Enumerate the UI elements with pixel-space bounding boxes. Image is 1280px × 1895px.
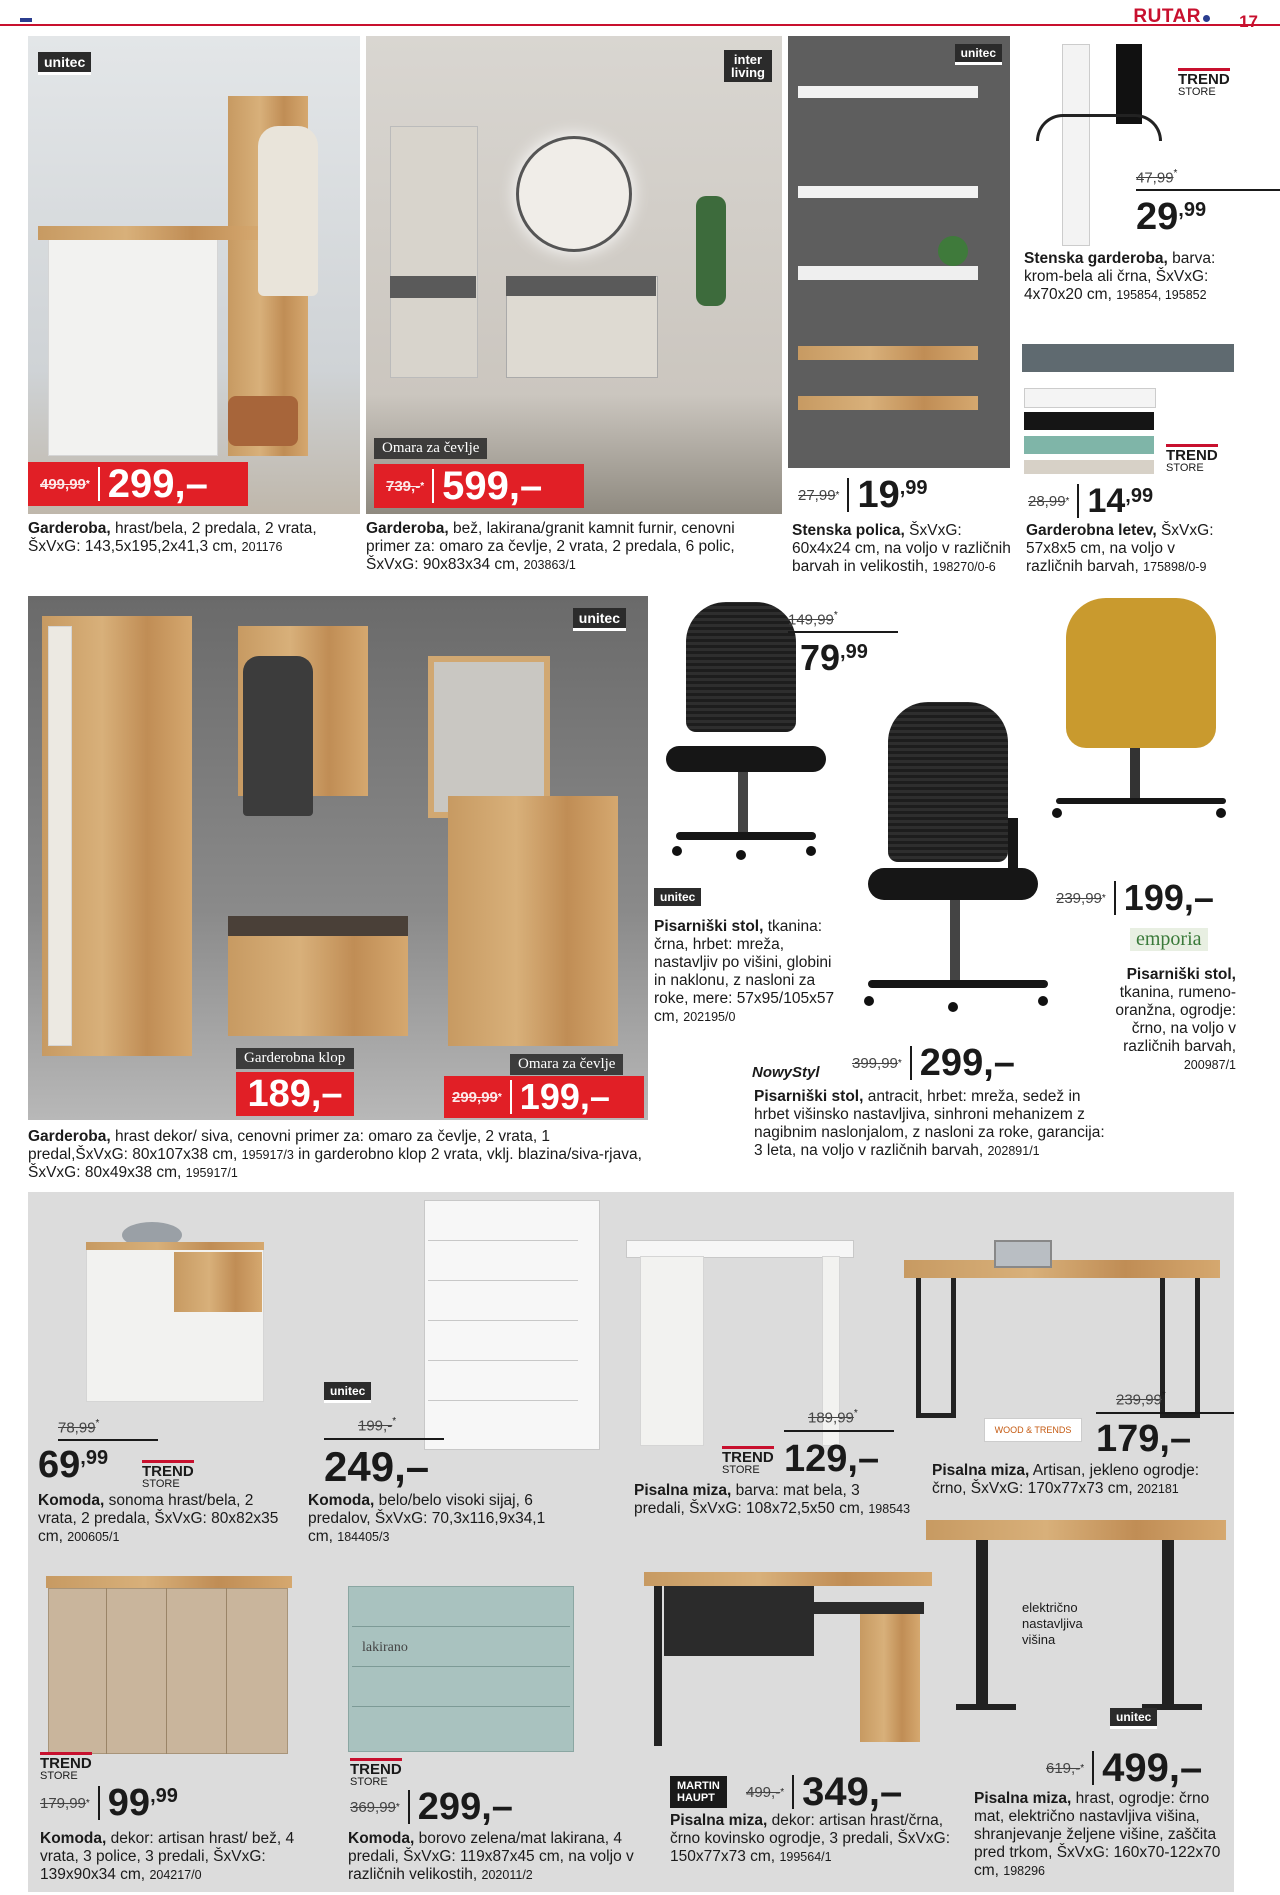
- price-tag-bench: [236, 1072, 354, 1116]
- product-desc-13: Pisalna miza, Artisan, jekleno ogrodje: črno, ŠxVxG: 170x77x73 cm, 202181: [932, 1462, 1200, 1497]
- price-block-7: 149,99*: [788, 610, 898, 633]
- adjustable-height-label: električno nastavljiva višina: [1022, 1600, 1083, 1647]
- price-rule: [784, 1430, 894, 1432]
- new-price-12: 129,–: [784, 1438, 880, 1480]
- price-block-17: 619,- * 499,–: [1046, 1746, 1203, 1790]
- product-photo-stenska-polica: [788, 36, 1010, 468]
- new-price: 349,–: [802, 1770, 903, 1814]
- price-block-15: 369,99 * 299,–: [350, 1786, 513, 1828]
- price-block-13: 239,99*: [1116, 1390, 1166, 1409]
- new-price-4: $29^{,99}$: [1136, 196, 1207, 238]
- price-block-14: 179,99 * $99^{,99}$: [40, 1782, 178, 1824]
- inter-living-logo: inter living: [724, 50, 772, 82]
- unitec-logo: unitec: [1110, 1708, 1157, 1729]
- new-price-10: $69^{,99}$: [38, 1444, 109, 1486]
- price-block-11: 199,-*: [358, 1416, 397, 1435]
- product-photo-komoda-3: [46, 1576, 294, 1756]
- header-mark: [20, 18, 32, 22]
- product-desc-14: Komoda, dekor: artisan hrast/ bež, 4 vrata, 3 police, 3 predali, ŠxVxG: 139x90x34 cm, 204217/0: [40, 1830, 295, 1883]
- variant-label-bench: Garderobna klop: [236, 1048, 354, 1069]
- old-price: 28,99: [1028, 492, 1066, 510]
- product-photo-komoda-2: [424, 1200, 604, 1450]
- old-price: 149,99: [788, 611, 834, 629]
- new-price: $99^{,99}$: [107, 1782, 178, 1824]
- product-desc-5: Garderobna letev, ŠxVxG: 57x8x5 cm, na voljo v različnih barvah, 175898/0-9: [1026, 522, 1214, 575]
- old-price: 179,99: [40, 1794, 86, 1812]
- product-desc-1: Garderoba, hrast/bela, 2 predala, 2 vrata, ŠxVxG: 143,5x195,2x41,3 cm, 201176: [28, 520, 317, 555]
- old-price: 499,99: [40, 475, 86, 493]
- product-desc-11: Komoda, belo/belo visoki sijaj, 6 predalov, ŠxVxG: 70,3x116,9x34,1 cm, 184405/3: [308, 1492, 546, 1545]
- price-tag: 499,99 * 299,–: [28, 462, 248, 506]
- price-block-10: 78,99*: [58, 1418, 158, 1441]
- trend-store-logo: TREND STORE: [142, 1460, 194, 1491]
- new-price-11: 249,–: [324, 1443, 430, 1490]
- product-desc-6: Garderoba, hrast dekor/ siva, cenovni primer za: omaro za čevlje, 2 vrata, 1 predal,ŠxVxG: 80x107x38 cm, 195917/3 in garderobno klop 2 vrata, vklj. blazina/siva-rjava, ŠxVxG: 80x49x38 cm, 195917/1: [28, 1128, 642, 1181]
- price-block-9: 239,99 * 199,–: [1056, 877, 1214, 918]
- woodtrends-logo: WOOD & TRENDS: [984, 1418, 1082, 1442]
- header-rule: [0, 24, 1280, 26]
- old-price: 239,99: [1056, 889, 1102, 907]
- price-tag: 739,- * 599,–: [374, 464, 584, 508]
- price-block-3: 27,99 * $19^{,99}$: [798, 474, 928, 516]
- trend-store-logo: TREND STORE: [1166, 444, 1218, 475]
- old-price: 299,99: [452, 1088, 498, 1106]
- trend-store-logo: TREND STORE: [40, 1752, 92, 1783]
- product-desc-16: Pisalna miza, dekor: artisan hrast/črna, črno kovinsko ogrodje, 3 predali, ŠxVxG: 150x77x73 cm, 199564/1: [670, 1812, 950, 1865]
- product-photo-garderoba-3: [28, 596, 648, 1120]
- old-price: 27,99: [798, 486, 836, 504]
- product-desc-9: Pisarniški stol, tkanina, rumeno-oranžna, ogrodje: črno, na voljo v različnih barvah, 200987/1: [1115, 966, 1236, 1072]
- price-block-5: 28,99 * $14^{,99}$: [1028, 482, 1154, 520]
- new-price: 299,–: [107, 462, 208, 506]
- new-price: 299,–: [417, 1786, 513, 1828]
- page-number: 17: [1239, 12, 1258, 31]
- new-price-13: 179,–: [1096, 1418, 1192, 1460]
- price-block-12: 189,99*: [808, 1408, 858, 1427]
- brand-logo: RUTAR: [1133, 6, 1210, 28]
- trend-store-logo: TREND STORE: [1178, 68, 1230, 99]
- product-desc-15: Komoda, borovo zelena/mat lakirana, 4 predali, ŠxVxG: 119x87x45 cm, na voljo v različnih velikostih, 202011/2: [348, 1830, 634, 1883]
- martin-haupt-logo: MARTIN HAUPT: [670, 1776, 727, 1808]
- product-photo-pisalna-miza-2: [904, 1240, 1222, 1430]
- old-price: 619,-: [1046, 1759, 1081, 1777]
- product-photo-stol-2: [858, 698, 1068, 1028]
- new-price: 199,–: [519, 1076, 610, 1117]
- product-photo-stol-3: [1046, 598, 1236, 868]
- unitec-logo: unitec: [654, 888, 701, 909]
- new-price: 499,–: [1102, 1746, 1203, 1790]
- product-desc-2: Garderoba, bež, lakirana/granit kamnit furnir, cenovni primer za: omaro za čevlje, 2 vrata, 2 predala, 6 polic, ŠxVxG: 90x83x34 cm, 203863/1: [366, 520, 735, 573]
- old-price: 739,-: [386, 477, 421, 495]
- unitec-logo: unitec: [955, 44, 1002, 65]
- old-price: 499,-: [746, 1783, 781, 1801]
- price-block-4: 47,99*: [1136, 168, 1280, 191]
- old-price: 78,99: [58, 1419, 96, 1437]
- product-desc-3: Stenska polica, ŠxVxG: 60x4x24 cm, na voljo v različnih barvah in velikostih, 198270/0-6: [792, 522, 1011, 575]
- finish-label: lakirano: [362, 1640, 408, 1655]
- variant-label: Omara za čevlje: [374, 438, 487, 459]
- product-desc-7: Pisarniški stol, tkanina: črna, hrbet: mreža, nastavljiv po višini, globini in naklonu, z nasloni za roke, mere: 57x95/105x57 cm, 202195/0: [654, 918, 835, 1025]
- product-desc-17: Pisalna miza, hrast, ogrodje: črno mat, električno nastavljiva višina, shranjevanje željene višine, zaščita pred trkom, ŠxVxG: 160x70-122x70 cm, 198296: [974, 1790, 1221, 1879]
- old-price: 239,99: [1116, 1391, 1162, 1409]
- price-rule: [324, 1438, 444, 1440]
- price-block-8: 399,99 * 299,–: [852, 1042, 1015, 1084]
- product-desc-12: Pisalna miza, barva: mat bela, 3 predali, ŠxVxG: 108x72,5x50 cm, 198543: [634, 1482, 911, 1517]
- new-price: 299,–: [919, 1042, 1015, 1084]
- unitec-logo: unitec: [324, 1382, 371, 1403]
- product-photo-komoda-4: [348, 1586, 576, 1752]
- new-price: $19^{,99}$: [857, 474, 928, 516]
- old-price: 47,99: [1136, 169, 1174, 187]
- product-desc-4: Stenska garderoba, barva: krom-bela ali črna, ŠxVxG: 4x70x20 cm, 195854, 195852: [1024, 250, 1216, 303]
- new-price: 189,–: [247, 1073, 343, 1115]
- product-photo-garderoba-2: [366, 36, 782, 514]
- product-desc-10: Komoda, sonoma hrast/bela, 2 vrata, 2 predala, ŠxVxG: 80x82x35 cm, 200605/1: [38, 1492, 279, 1545]
- product-photo-komoda-1: [86, 1222, 266, 1402]
- old-price: 399,99: [852, 1054, 898, 1072]
- trend-store-logo: TREND STORE: [722, 1446, 774, 1477]
- old-price: 369,99: [350, 1798, 396, 1816]
- new-price: 199,–: [1123, 877, 1214, 918]
- product-photo-pisalna-miza-3: [644, 1572, 934, 1752]
- price-block-16: 499,- * 349,–: [746, 1770, 903, 1814]
- emporia-logo: emporia: [1130, 928, 1208, 951]
- unitec-logo: unitec: [573, 608, 626, 631]
- trend-store-logo: TREND STORE: [350, 1758, 402, 1789]
- unitec-logo: unitec: [38, 52, 91, 75]
- old-price: 199,-: [358, 1417, 393, 1435]
- new-price: 599,–: [442, 464, 543, 508]
- price-tag-shoes: 299,99 * 199,–: [444, 1076, 644, 1118]
- old-price: 189,99: [808, 1409, 854, 1427]
- product-photo-garderoba-1: [28, 36, 360, 514]
- new-price: $14^{,99}$: [1087, 482, 1154, 520]
- product-desc-8: Pisarniški stol, antracit, hrbet: mreža, sedež in hrbet višinsko nastavljiva, sinhroni mehanizem z nagibnim naslonjalom, z nasloni za roke, garancija: 3 leta, na voljo v različnih barvah, 202891/1: [754, 1088, 1105, 1159]
- nowystyl-logo: NowyStyl: [752, 1064, 820, 1081]
- price-rule: [1096, 1412, 1234, 1414]
- new-price-7: $79^{,99}$: [800, 637, 868, 678]
- variant-label-shoes: Omara za čevlje: [510, 1054, 623, 1075]
